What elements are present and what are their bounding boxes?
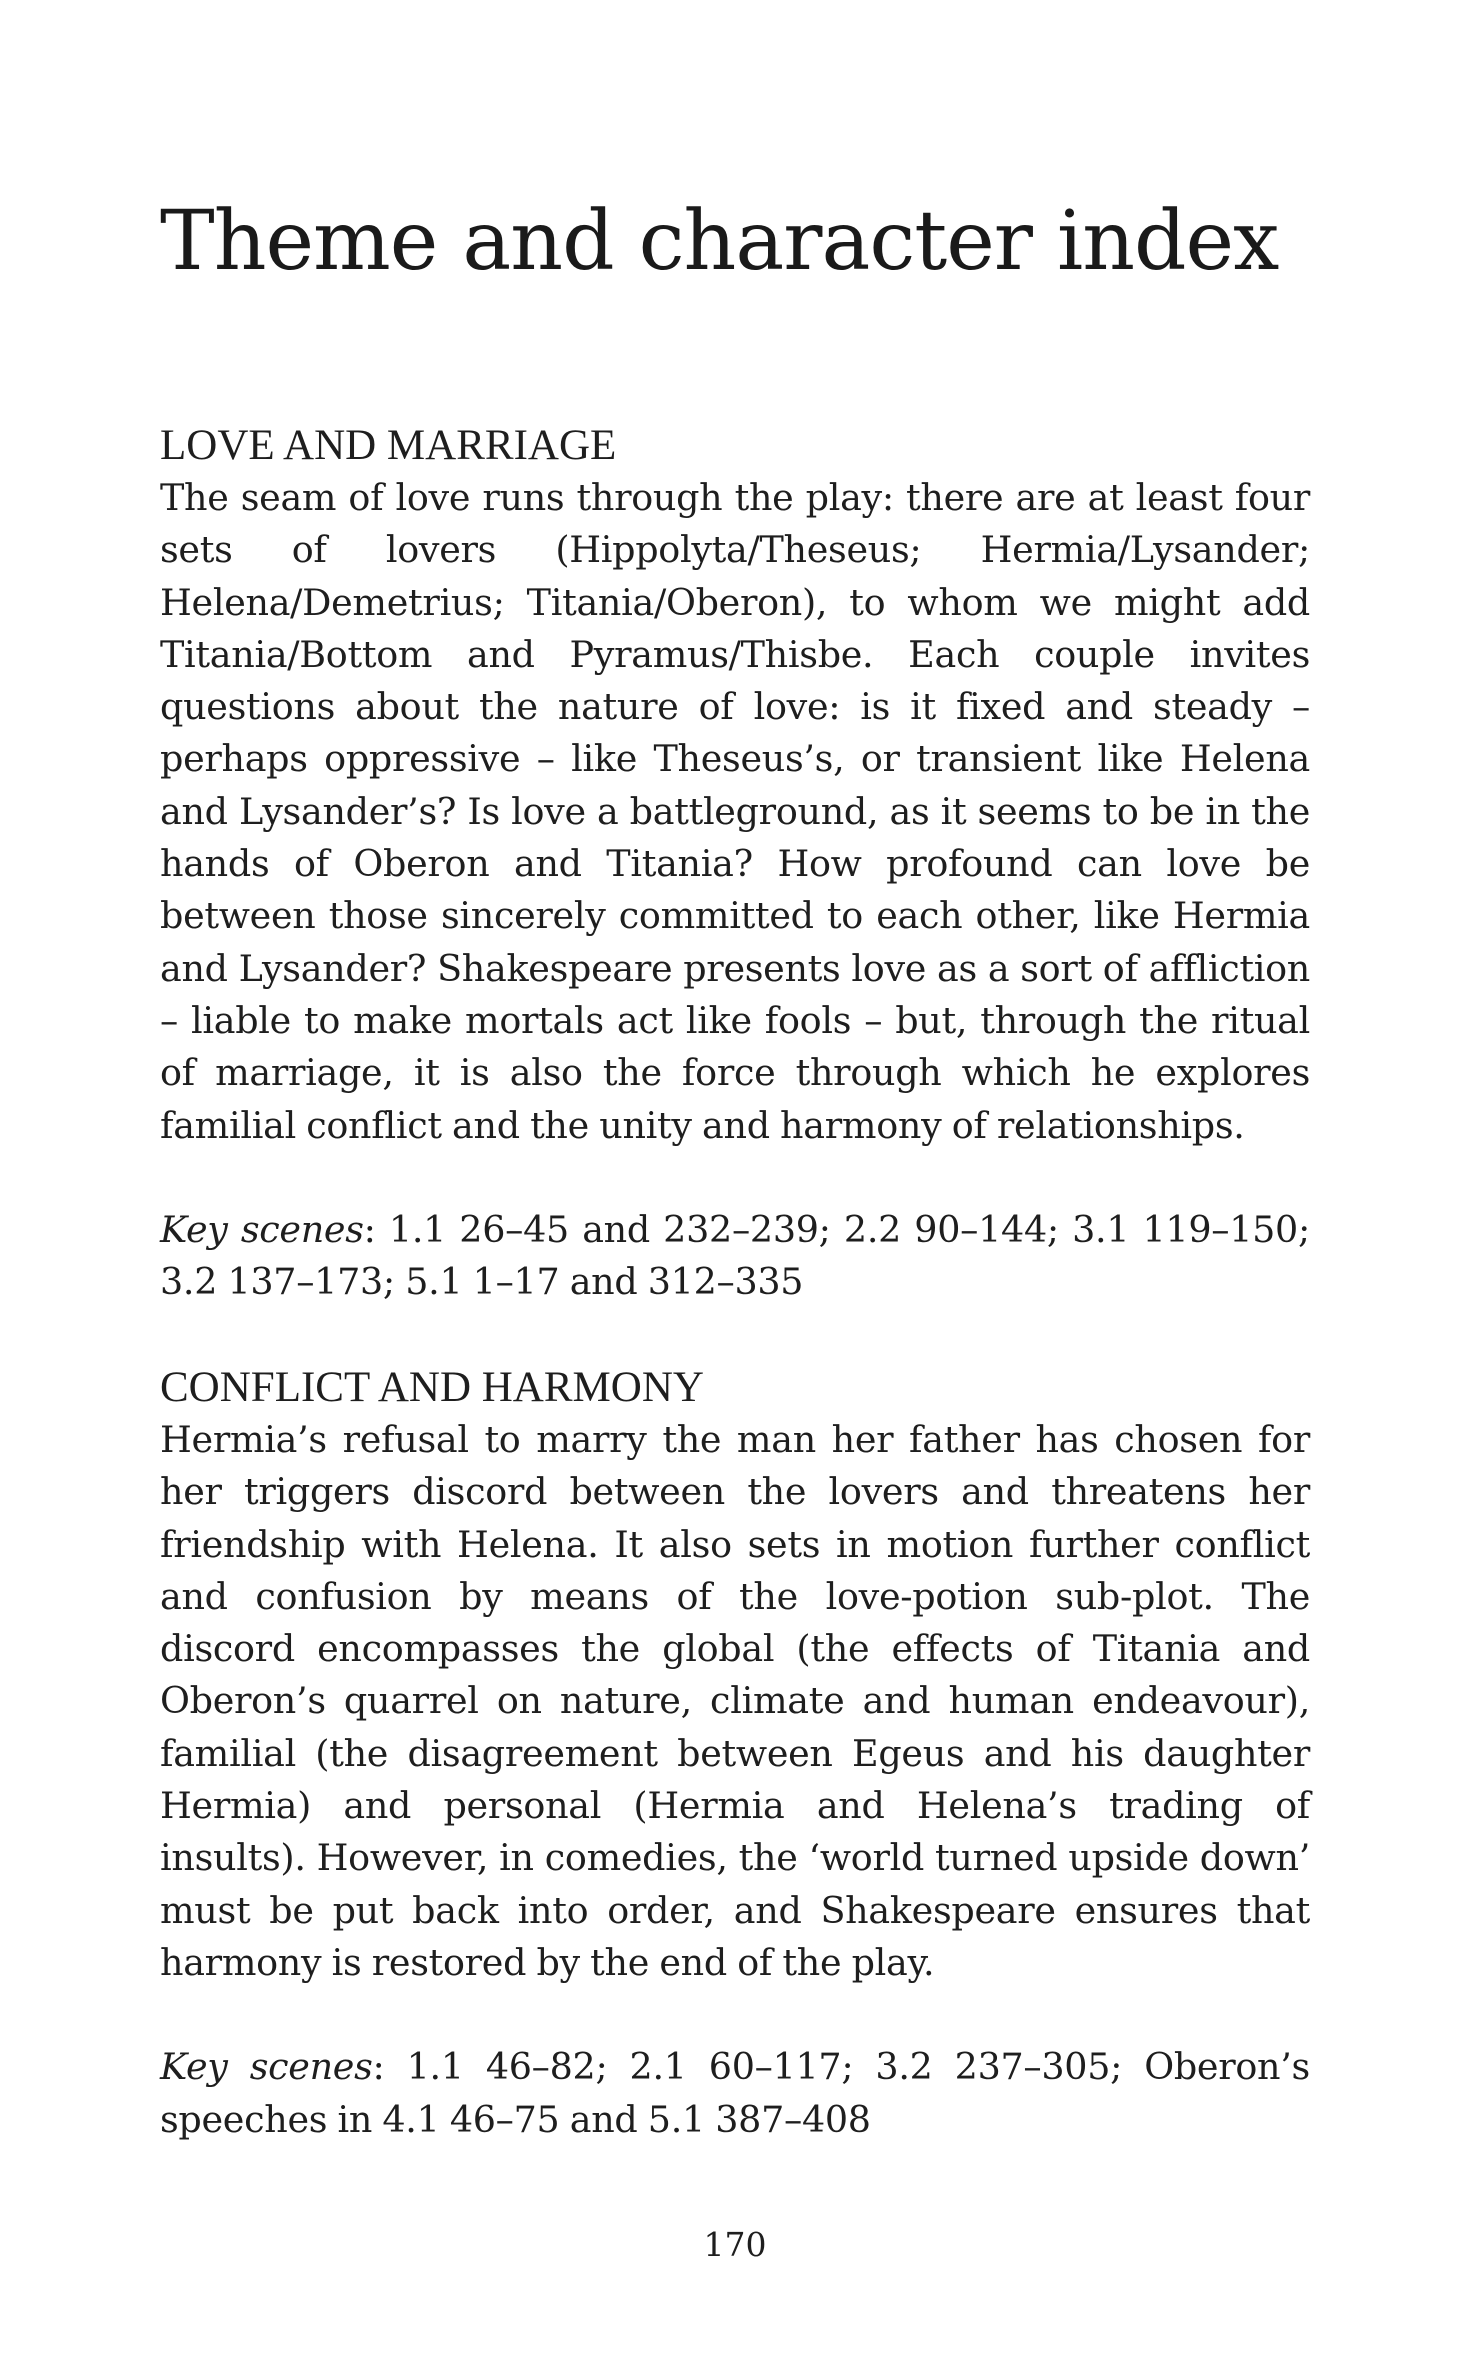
- key-scenes-text: : 1.1 46–82; 2.1 60–117; 3.2 237–305; Oberon’s speeches in 4.1 46–75 and 5.1 387–408: [160, 2045, 1310, 2141]
- section-body: The seam of love runs through the play: there are at least four sets of lovers (Hippolyta/Theseus; Hermia/Lysander; Helena/Demetrius; Titania/Oberon), to whom we might add Titania/Bottom and Pyramus/Thisbe. Each couple invites questions about the nature of love: is it fixed and steady – perhaps oppressive – like Theseus’s, or transient like Helena and Lysander’s? Is love a battleground, as it seems to be in the hands of Oberon and Titania? How profound can love be between those sincerely committed to each other, like Hermia and Lysander? Shakespeare presents love as a sort of affliction – liable to make mortals act like fools – but, through the ritual of marriage, it is also the force through which he explores familial conflict and the unity and harmony of relationships.: [160, 476, 1310, 1147]
- section-conflict-and-harmony: [160, 1362, 1310, 2146]
- section-heading: LOVE AND MARRIAGE: [160, 422, 617, 469]
- key-scenes: [160, 1204, 1310, 1309]
- key-scenes-text: : 1.1 26–45 and 232–239; 2.2 90–144; 3.1 119–150; 3.2 137–173; 5.1 1–17 and 312–335: [160, 1207, 1310, 1304]
- key-scenes-label: Key scenes: [160, 2045, 373, 2089]
- key-scenes: [160, 2041, 1310, 2146]
- page-title: Theme and character index: [160, 194, 1279, 289]
- book-page: [160, 0, 1310, 2356]
- page-number: 170: [703, 2225, 767, 2264]
- section-heading: CONFLICT AND HARMONY: [160, 1364, 704, 1411]
- key-scenes-label: Key scenes: [160, 1207, 364, 1251]
- section-body: Hermia’s refusal to marry the man her father has chosen for her triggers discord between the lovers and threatens her friendship with Helena. It also sets in motion further conflict and confusion by means of the love-potion sub-plot. The discord encompasses the global (the effects of Titania and Oberon’s quarrel on nature, climate and human endeavour), familial (the disagreement between Egeus and his daughter Hermia) and personal (Hermia and Helena’s trading of insults). However, in comedies, the ‘world turned upside down’ must be put back into order, and Shakespeare ensures that harmony is restored by the end of the play.: [160, 1418, 1310, 1984]
- section-love-and-marriage: [160, 420, 1310, 1308]
